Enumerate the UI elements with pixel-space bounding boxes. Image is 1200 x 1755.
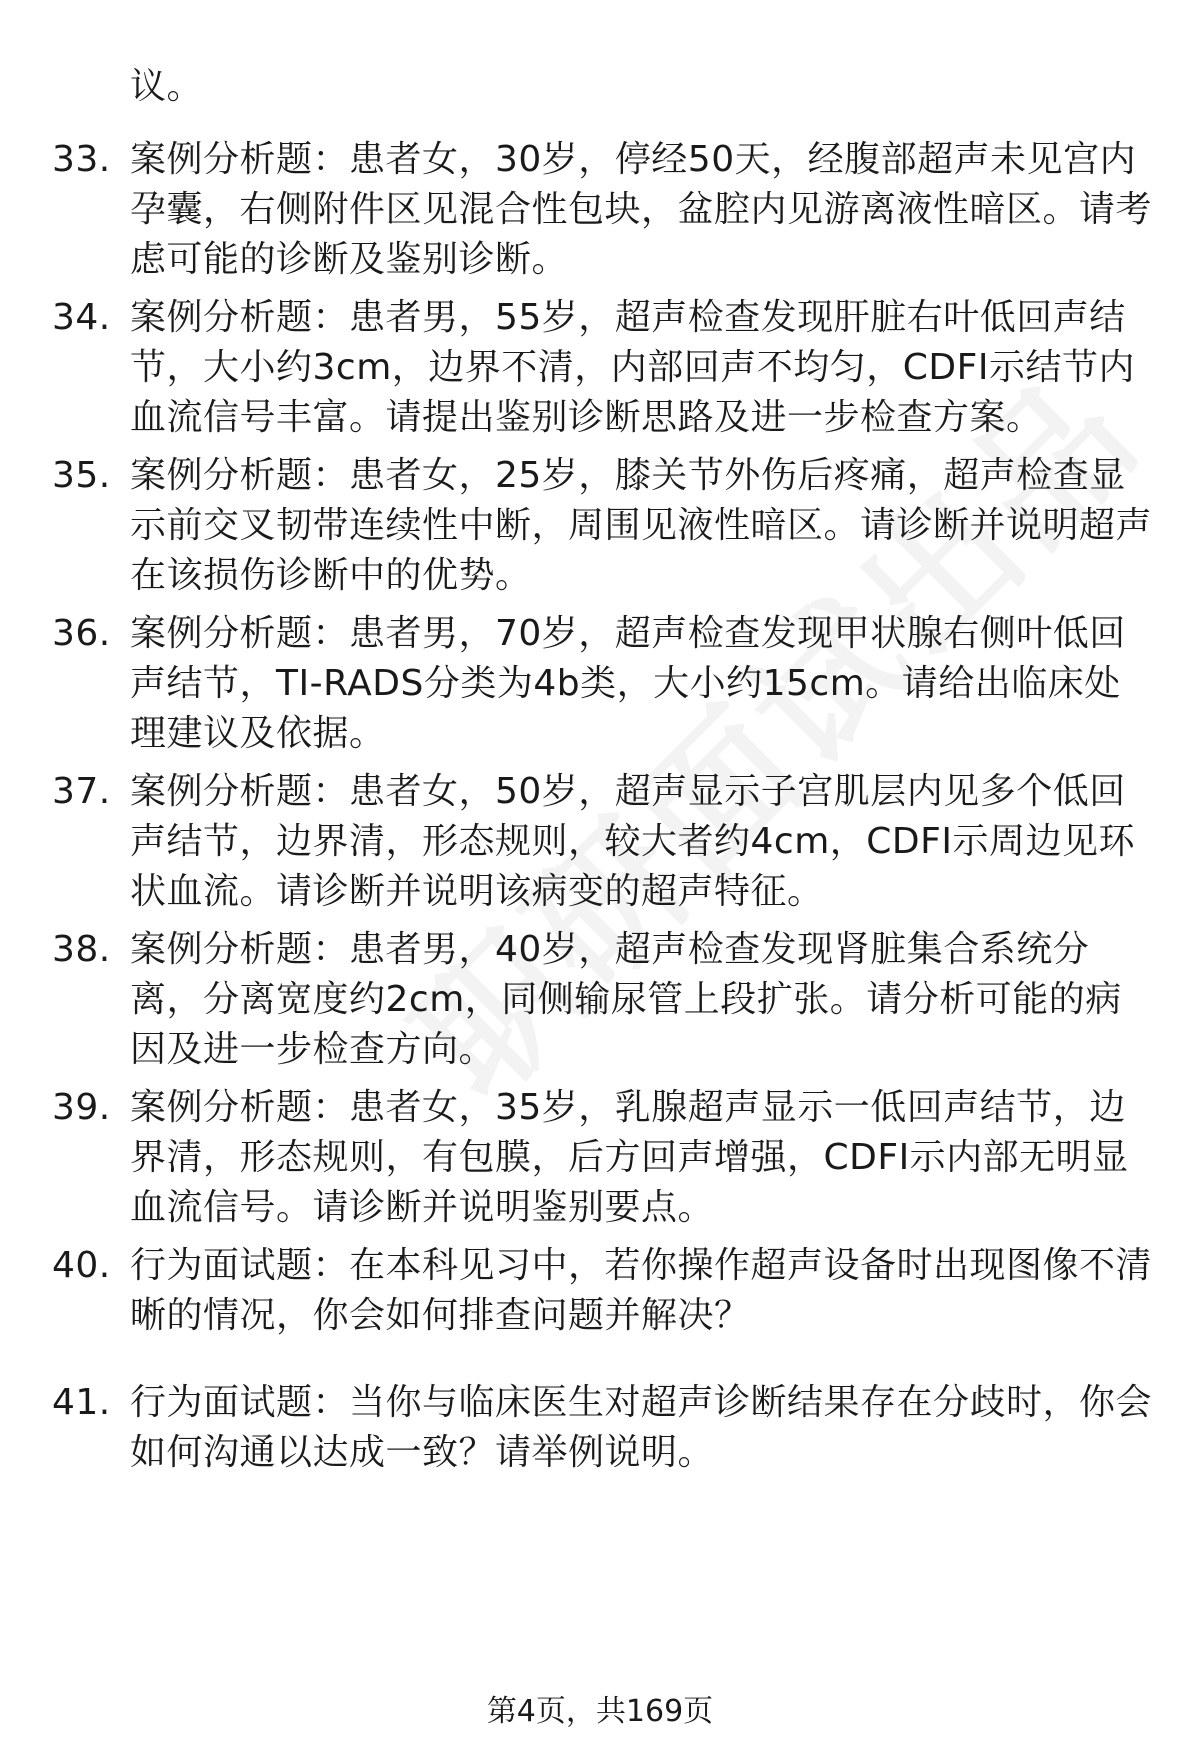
question-text: 案例分析题：患者女，25岁，膝关节外伤后疼痛，超声检查显示前交叉韧带连续性中断，周围见液性暗区。请诊断并说明超声在该损伤诊断中的优势。 [130,455,1153,596]
continued-text: 议。 [130,66,204,107]
question-text: 案例分析题：患者女，35岁，乳腺超声显示一低回声结节，边界清，形态规则，有包膜，后方回声增强，CDFI示内部无明显血流信号。请诊断并说明鉴别要点。 [130,1087,1129,1228]
question-text: 案例分析题：患者男，40岁，超声检查发现肾脏集合系统分离，分离宽度约2cm，同侧输尿管上段扩张。请分析可能的病因及进一步检查方向。 [130,929,1122,1070]
page-footer: 第4页，共169页 [486,1694,714,1729]
question-text: 案例分析题：患者女，50岁，超声显示子宫肌层内见多个低回声结节，边界清，形态规则，较大者约4cm，CDFI示周边见环状血流。请诊断并说明该病变的超声特征。 [130,771,1135,912]
question-number: 40. [52,1245,111,1286]
question-text: 案例分析题：患者男，70岁，超声检查发现甲状腺右侧叶低回声结节，TI-RADS分类为4b类，大小约15cm。请给出临床处理建议及依据。 [130,613,1126,754]
question-text: 行为面试题：在本科见习中，若你操作超声设备时出现图像不清晰的情况，你会如何排查问题并解决？ [130,1245,1153,1336]
question-number: 33. [52,139,111,180]
question-text: 案例分析题：患者男，55岁，超声检查发现肝脏右叶低回声结节，大小约3cm，边界不清，内部回声不均匀，CDFI示结节内血流信号丰富。请提出鉴别诊断思路及进一步检查方案。 [130,297,1135,438]
question-number: 41. [52,1382,111,1423]
question-number: 39. [52,1087,111,1128]
question-number: 37. [52,771,111,812]
question-number: 38. [52,929,111,970]
question-number: 34. [52,297,111,338]
question-text: 案例分析题：患者女，30岁，停经50天，经腹部超声未见宫内孕囊，右侧附件区见混合性包块，盆腔内见游离液性暗区。请考虑可能的诊断及鉴别诊断。 [130,139,1153,280]
question-text: 行为面试题：当你与临床医生对超声诊断结果存在分歧时，你会如何沟通以达成一致？请举例说明。 [130,1382,1153,1473]
question-number: 35. [52,455,111,496]
question-number: 36. [52,613,111,654]
